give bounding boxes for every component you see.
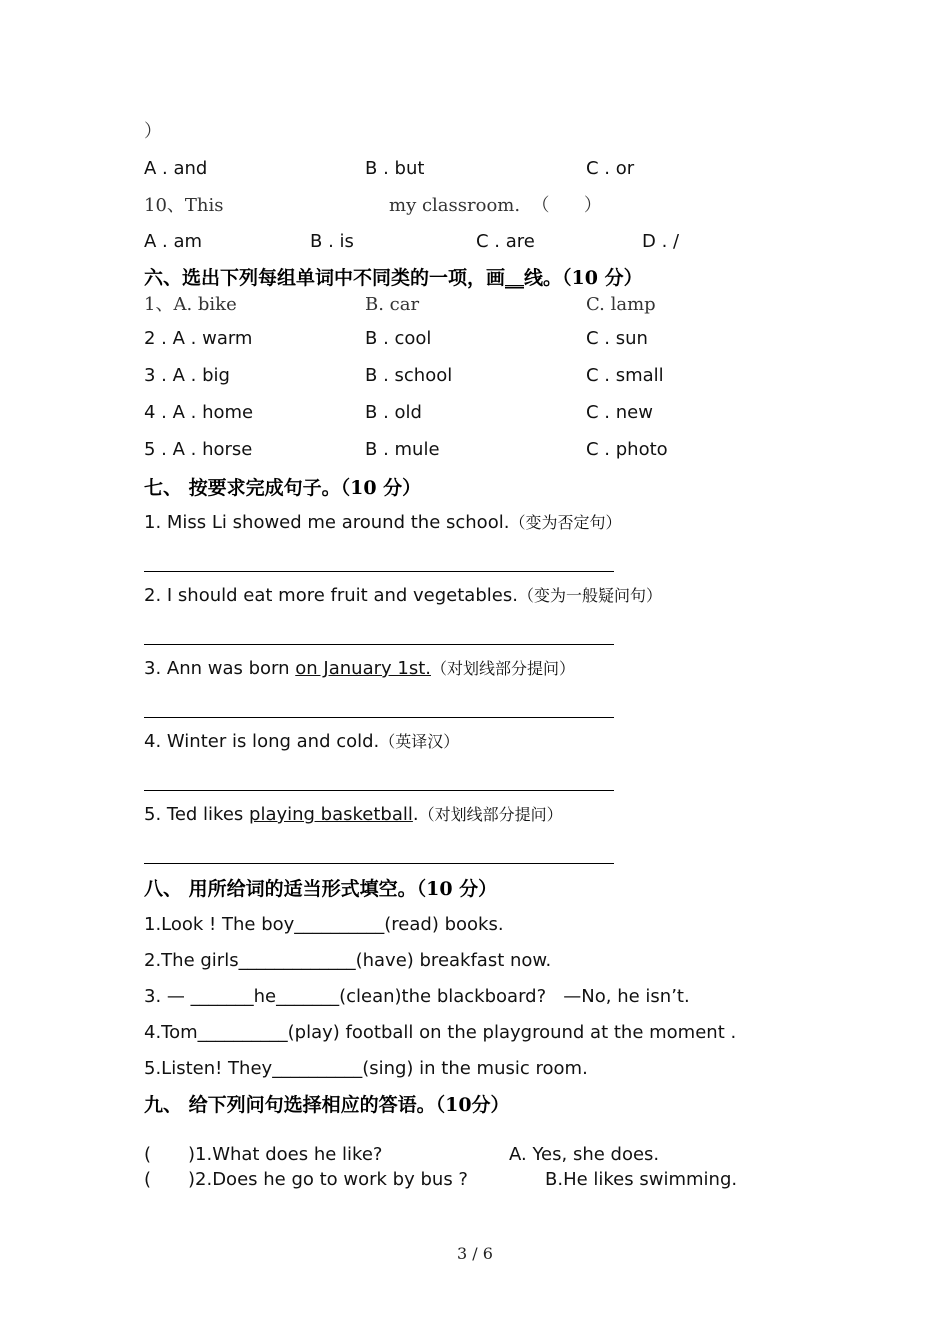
section6-item5-c: C . photo <box>586 439 668 460</box>
section9-q1-paren: ( <box>144 1144 152 1165</box>
q9-option-c: C . or <box>586 158 635 179</box>
section6-item2-c: C . sun <box>586 328 648 349</box>
section7-q2-answer-line <box>144 644 614 645</box>
section7-q1-note: （变为否定句） <box>509 513 622 532</box>
section7-q2-note: （变为一般疑问句） <box>517 586 662 605</box>
section6-item4-b: B . old <box>365 402 422 423</box>
section6-item4-c: C . new <box>586 402 653 423</box>
section6-item3-c: C . small <box>586 365 664 386</box>
section9-answer-b: B.He likes swimming. <box>545 1169 738 1190</box>
section7-q3-answer-line <box>144 717 614 718</box>
q10-option-a: A . am <box>144 231 203 252</box>
section7-q5 <box>144 804 563 826</box>
section6-item3-b: B . school <box>365 365 453 386</box>
section8-title: 八、 用所给词的适当形式填空。（10 分） <box>144 878 498 900</box>
q9-closing-paren: ） <box>144 121 162 142</box>
section7-q3-note: （对划线部分提问） <box>430 659 575 678</box>
section9-q2-paren: ( <box>144 1169 152 1190</box>
section7-q1-text: 1. Miss Li showed me around the school. <box>144 512 510 533</box>
section9-q2-question: )2.Does he go to work by bus ? <box>188 1169 468 1190</box>
section6-title <box>144 267 643 289</box>
section9-q1-question: )1.What does he like? <box>188 1144 383 1165</box>
section7-q1 <box>144 512 621 534</box>
q9-option-a: A . and <box>144 158 208 179</box>
q10-option-c: C . are <box>476 231 535 252</box>
q10-stem-start: 10、This <box>144 195 224 216</box>
section6-item3-a: 3 . A . big <box>144 365 230 386</box>
section6-title-text: 六、选出下列每组单词中不同类的一项，画 <box>144 267 506 289</box>
section7-q4-text: 4. Winter is long and cold. <box>144 731 380 752</box>
section6-item1-c: C. lamp <box>586 294 656 315</box>
section7-q4-answer-line <box>144 790 614 791</box>
section6-title-blank: __ <box>505 267 525 289</box>
section7-q4 <box>144 731 459 753</box>
section8-line5: 5.Listen! They__________(sing) in the music room. <box>144 1058 588 1079</box>
section9-title: 九、 给下列问句选择相应的答语。（10分） <box>144 1094 510 1116</box>
section7-q2 <box>144 585 662 607</box>
q10-option-b: B . is <box>310 231 354 252</box>
section7-q2-text: 2. I should eat more fruit and vegetables. <box>144 585 518 606</box>
section8-line1: 1.Look ! The boy__________(read) books. <box>144 914 504 935</box>
section8-line3: 3. — _______he_______(clean)the blackboard? —No, he isn’t. <box>144 986 690 1007</box>
section7-q3-underlined: on January 1st. <box>295 658 431 679</box>
section7-q5-pre: 5. Ted likes <box>144 804 250 825</box>
q10-stem-end: my classroom. （ ） <box>389 195 602 216</box>
section6-title-end: 线。（10 分） <box>524 267 643 289</box>
section6-item2-b: B . cool <box>365 328 432 349</box>
section6-item1-b: B. car <box>365 294 420 315</box>
section7-q5-answer-line <box>144 863 614 864</box>
section7-q3 <box>144 658 575 680</box>
section7-q4-note: （英译汉） <box>379 732 460 751</box>
page-number: 3 / 6 <box>457 1244 493 1263</box>
section7-q5-note: （对划线部分提问） <box>418 805 563 824</box>
section8-line2: 2.The girls_____________(have) breakfast now. <box>144 950 552 971</box>
q9-option-b: B . but <box>365 158 425 179</box>
section7-q3-pre: 3. Ann was born <box>144 658 296 679</box>
section7-title: 七、 按要求完成句子。（10 分） <box>144 477 422 499</box>
section9-answer-a: A. Yes, she does. <box>509 1144 660 1165</box>
q10-option-d: D . / <box>642 231 680 252</box>
section7-q1-answer-line <box>144 571 614 572</box>
section6-item2-a: 2 . A . warm <box>144 328 253 349</box>
section7-q5-underlined: playing basketball <box>249 804 413 825</box>
section6-item5-a: 5 . A . horse <box>144 439 253 460</box>
section6-item5-b: B . mule <box>365 439 440 460</box>
section8-line4: 4.Tom__________(play) football on the playground at the moment . <box>144 1022 737 1043</box>
section6-item1-a: 1、A. bike <box>144 294 237 315</box>
section6-item4-a: 4 . A . home <box>144 402 254 423</box>
section7-q5-post: . <box>412 804 419 825</box>
